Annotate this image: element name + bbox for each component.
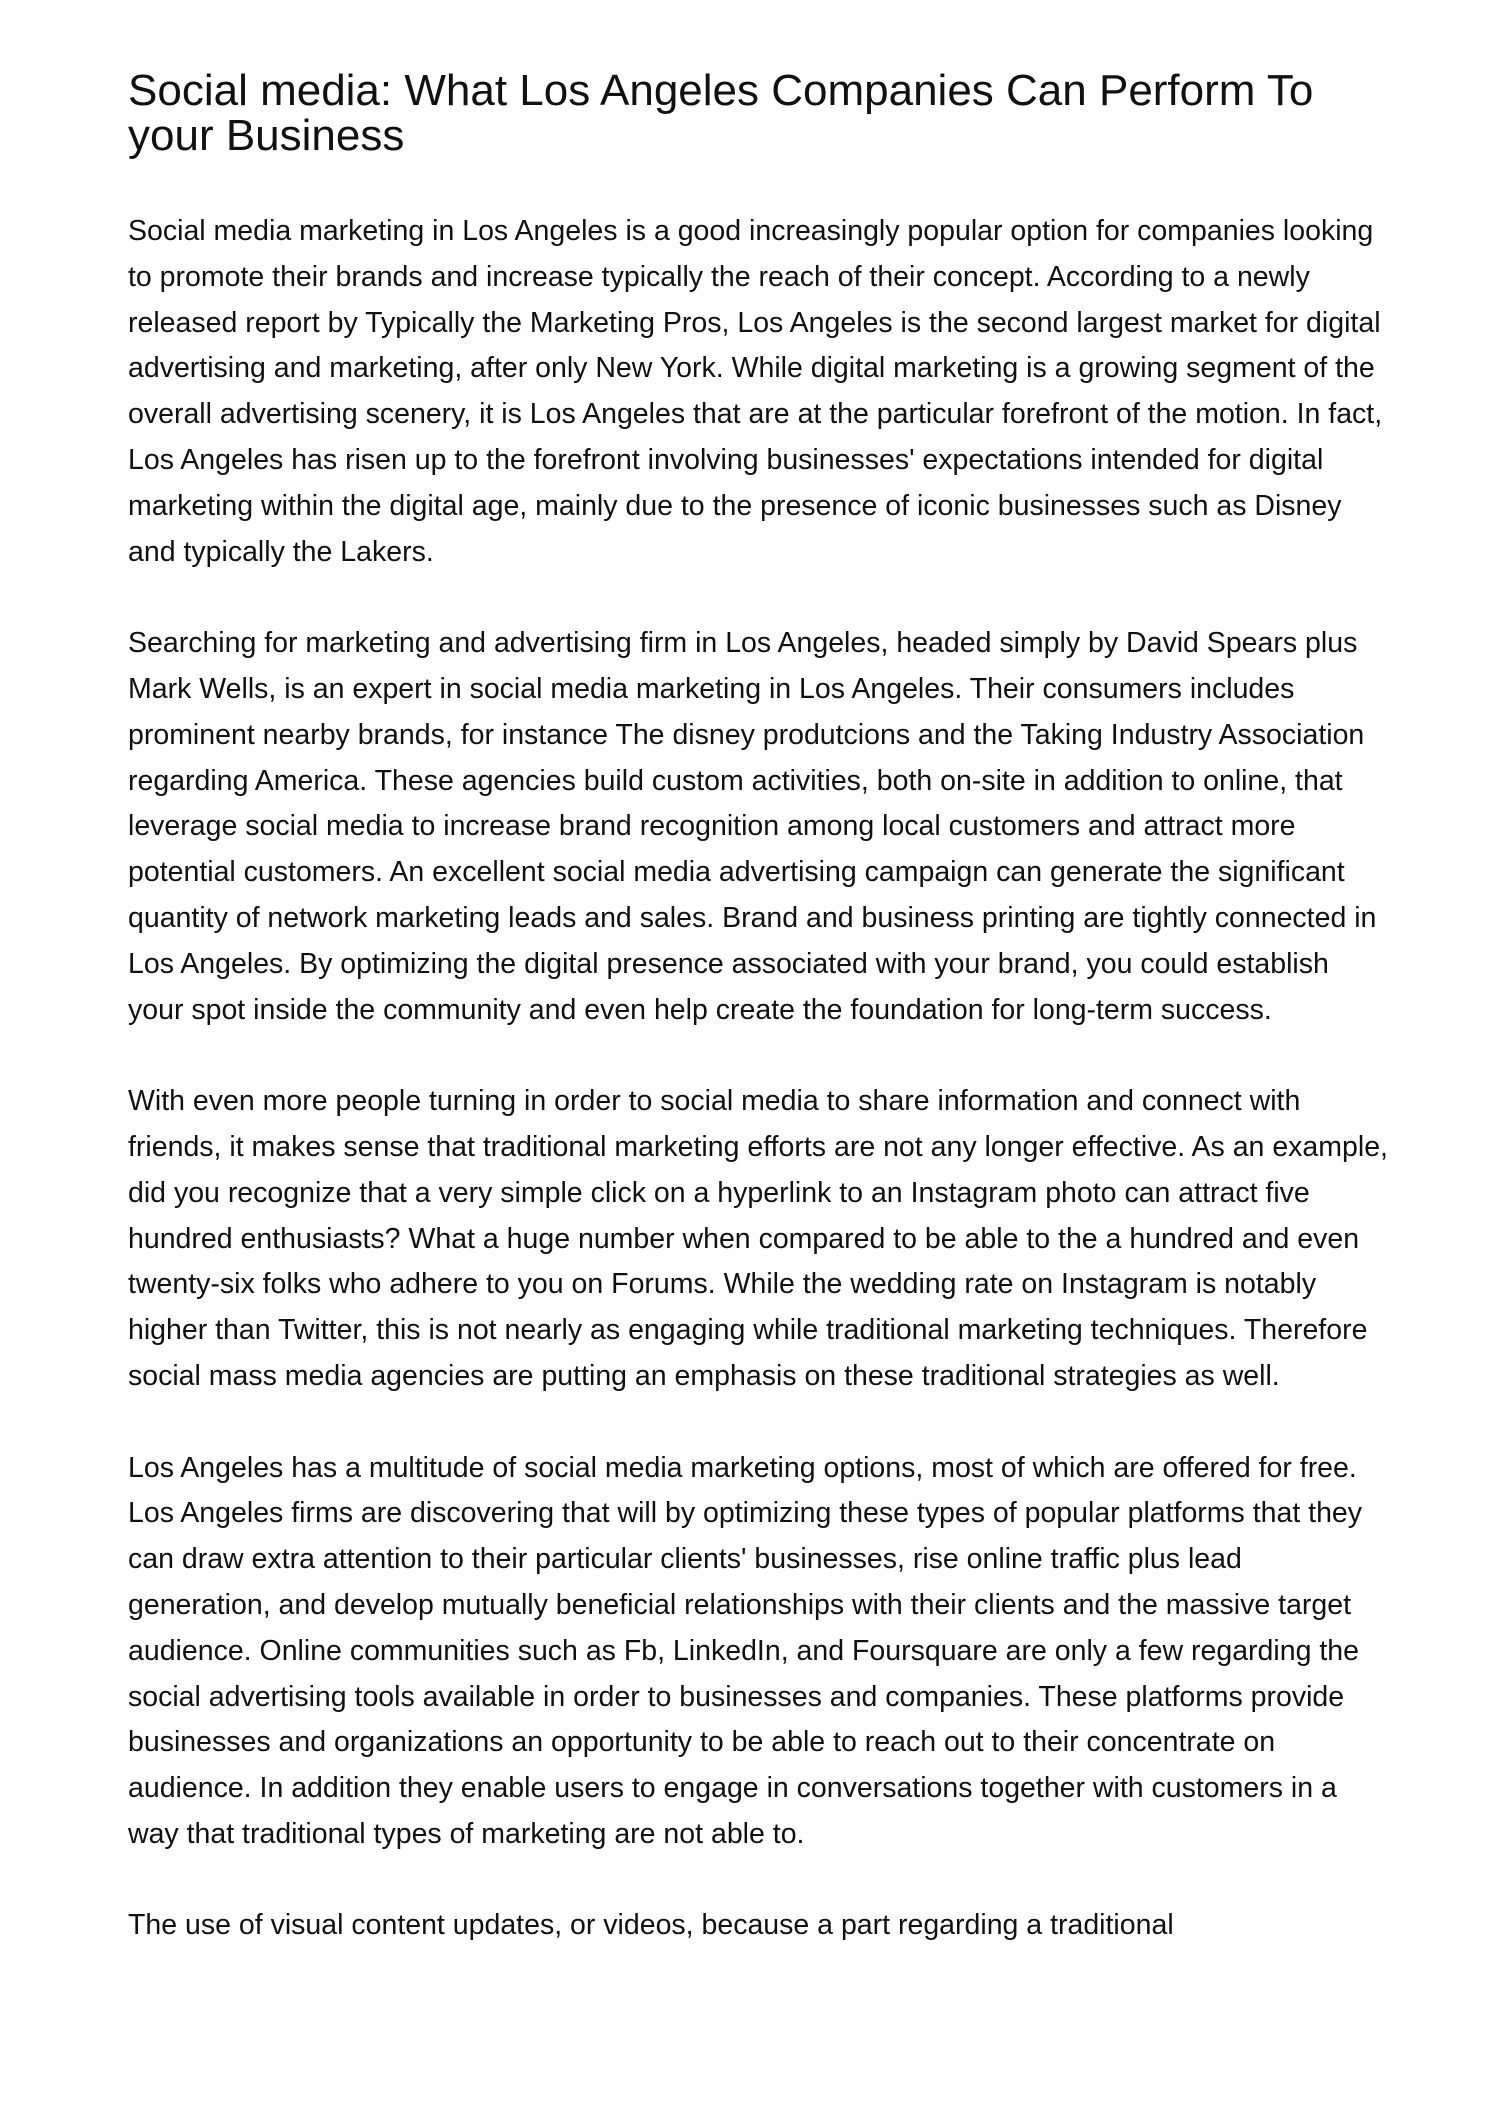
page-title: Social media: What Los Angeles Companies Can Perform To your Business xyxy=(128,66,1314,160)
paragraph-4: Los Angeles has a multitude of social media marketing options, most of which are offered for free. Los Angeles firms are discovering that will by optimizing these types of popular platforms that they can draw extra attention to their particular clients' businesses, rise online traffic plus lead generation, and develop mutually beneficial relationships with their clients and the massive target audience. Online communities such as Fb, LinkedIn, and Foursquare are only a few regarding the social advertising tools available in order to businesses and companies. These platforms provide businesses and organizations an opportunity to be able to reach out to their concentrate on audience. In addition they enable users to engage in conversations together with customers in a way that traditional types of marketing are not able to. xyxy=(128,1451,1363,1850)
paragraph-1: Social media marketing in Los Angeles is a good increasingly popular option for companies looking to promote their brands and increase typically the reach of their concept. According to a newly released report by Typically the Marketing Pros, Los Angeles is the second largest market for digital advertising and marketing, after only New York. While digital marketing is a growing segment of the overall advertising scenery, it is Los Angeles that are at the particular forefront of the motion. In fact, Los Angeles has risen up to the forefront involving businesses' expectations intended for digital marketing within the digital age, mainly due to the presence of iconic businesses such as Disney and typically the Lakers. xyxy=(128,215,1383,568)
paragraph-3: With even more people turning in order to social media to share information and connect with friends, it makes sense that traditional marketing efforts are not any longer effective. As an example, did you recognize that a very simple click on a hyperlink to an Instagram photo can attract five hundred enthusiasts? What a huge number when compared to be able to the a hundred and even twenty-six folks who adhere to you on Forums. While the wedding rate on Instagram is notably higher than Twitter, this is not nearly as engaging while traditional marketing techniques. Therefore social mass media agencies are putting an emphasis on these traditional strategies as well. xyxy=(128,1085,1388,1392)
paragraph-2: Searching for marketing and advertising firm in Los Angeles, headed simply by David Spears plus Mark Wells, is an expert in social media marketing in Los Angeles. Their consumers includes prominent nearby brands, for instance The disney produtcions and the Taking Industry Association regarding America. These agencies build custom activities, both on-site in addition to online, that leverage social media to increase brand recognition among local customers and attract more potential customers. An excellent social media advertising campaign can generate the significant quantity of network marketing leads and sales. Brand and business printing are tightly connected in Los Angeles. By optimizing the digital presence associated with your brand, you could establish your spot inside the community and even help create the foundation for long-term success. xyxy=(128,627,1377,1026)
document-page xyxy=(128,68,1390,1995)
paragraph-5: The use of visual content updates, or videos, because a part regarding a traditional xyxy=(128,1909,1174,1942)
